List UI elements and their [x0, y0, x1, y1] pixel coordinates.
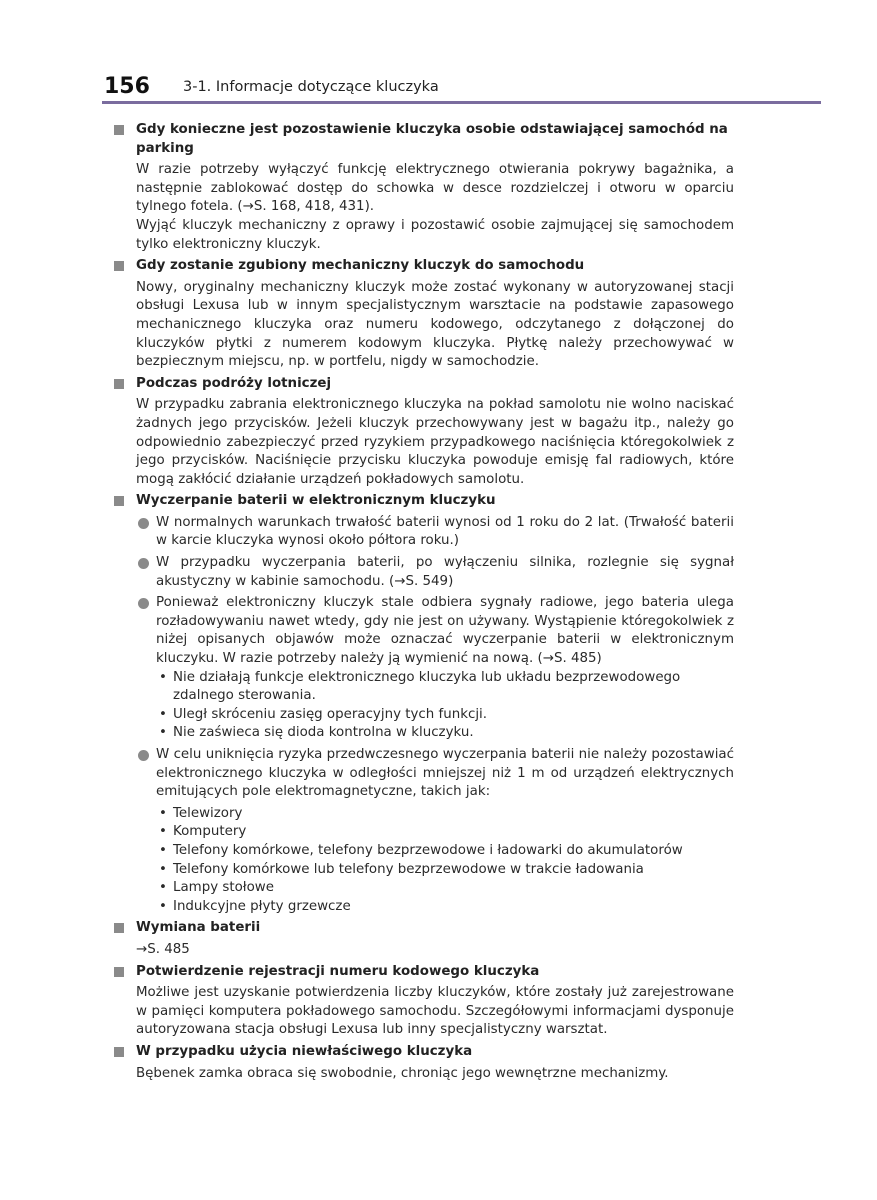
bullet-circle-icon: [138, 518, 149, 529]
paragraph: W razie potrzeby wyłączyć funkcję elektrycznego otwierania pokrywy bagażnika, a następnie zablokować dostęp do schowka w desce rozdzielczej i otworu w oparciu tylnego fotela. (→S. 168, 418, 431).: [136, 162, 734, 215]
bullet-item: W celu uniknięcia ryzyka przedwczesnego wyczerpania baterii nie należy pozostawiać elektronicznego kluczyka w odległości mniejszej niż 1 m od urządzeń elektrycznych emitujących pole elektromagnetyczne, takich jak:: [114, 746, 734, 802]
sub-bullet-dot-icon: •: [159, 805, 167, 821]
paragraph: Bębenek zamka obraca się swobodnie, chroniąc jego wewnętrzne mechanizmy.: [136, 1065, 669, 1081]
section-square-icon: [114, 379, 124, 389]
paragraph: W przypadku zabrania elektronicznego kluczyka na pokład samolotu nie wolno naciskać żadnych jego przycisków. Jeżeli kluczyk przechowywany jest w bagażu itp., należy go odpowiednio zabezpieczyć przed ryzykiem przypadkowego naciśnięcia któregokolwiek z jego przycisków. Naciśnięcie przycisku kluczyka powoduje emisję fal radiowych, które mogą zakłócić działanie urządzeń pokładowych samolotu.: [136, 397, 734, 487]
sub-bullet-dot-icon: •: [159, 861, 167, 877]
section-heading: Gdy zostanie zgubiony mechaniczny kluczyk do samochodu: [114, 257, 734, 276]
sub-bullet-item: • Nie zaświeca się dioda kontrolna w kluczyku.: [114, 724, 734, 743]
sub-bullet-dot-icon: •: [159, 842, 167, 858]
sub-bullet-dot-icon: •: [159, 824, 167, 840]
chapter-title: 3-1. Informacje dotyczące kluczyka: [183, 79, 439, 95]
section-heading: Wyczerpanie baterii w elektronicznym kluczyku: [114, 492, 734, 511]
section-heading: Potwierdzenie rejestracji numeru kodowego kluczyka: [114, 963, 734, 982]
page-reference: →S. 485: [136, 941, 190, 957]
section-square-icon: [114, 496, 124, 506]
sub-bullet-item: • Telewizory: [114, 805, 734, 824]
section-square-icon: [114, 923, 124, 933]
sub-bullet-dot-icon: •: [159, 725, 167, 741]
sub-bullet-item: • Telefony komórkowe lub telefony bezprzewodowe w trakcie ładowania: [114, 861, 734, 880]
bullet-circle-icon: [138, 750, 149, 761]
paragraph: Nowy, oryginalny mechaniczny kluczyk może zostać wykonany w autoryzowanej stacji obsługi Lexusa lub w innym specjalistycznym warsztacie na podstawie zapasowego mechanicznego kluczyka oraz numeru kodowego, odczytanego z dołączonej do kluczyków płytki z numerem kodowym kluczyka. Płytkę należy przechowywać w bezpiecznym miejscu, np. w portfelu, nigdy w samochodzie.: [136, 279, 734, 370]
sub-bullet-dot-icon: •: [159, 898, 167, 914]
sub-bullet-item: • Telefony komórkowe, telefony bezprzewodowe i ładowarki do akumulatorów: [114, 842, 734, 861]
sub-bullet-dot-icon: •: [159, 706, 167, 722]
section-heading: Gdy konieczne jest pozostawienie kluczyka osobie odstawiającej samochód na parking: [114, 121, 734, 158]
paragraph: Wyjąć kluczyk mechaniczny z oprawy i pozostawić osobie zajmującej się samochodem tylko elektroniczny kluczyk.: [136, 217, 734, 252]
section-heading: Wymiana baterii: [114, 919, 734, 938]
section-square-icon: [114, 1047, 124, 1057]
bullet-circle-icon: [138, 598, 149, 609]
paragraph: Możliwe jest uzyskanie potwierdzenia liczby kluczyków, które zostały już zarejestrowane w pamięci komputera pokładowego samochodu. Szczegółowymi informacjami dysponuje autoryzowana stacja obsługi Lexusa lub inny specjalistyczny warsztat.: [136, 985, 734, 1038]
sub-bullet-item: • Uległ skróceniu zasięg operacyjny tych funkcji.: [114, 706, 734, 725]
bullet-item: W przypadku wyczerpania baterii, po wyłączeniu silnika, rozlegnie się sygnał akustyczny w kabinie samochodu. (→S. 549): [114, 554, 734, 591]
page-header: [0, 0, 877, 110]
sub-bullet-dot-icon: •: [159, 880, 167, 896]
sub-bullet-item: • Indukcyjne płyty grzewcze: [114, 898, 734, 917]
header-rule: [102, 101, 821, 104]
sub-bullet-dot-icon: •: [159, 669, 167, 685]
section-heading: W przypadku użycia niewłaściwego kluczyka: [114, 1043, 734, 1062]
bullet-item: W normalnych warunkach trwałość baterii wynosi od 1 roku do 2 lat. (Trwałość baterii w karcie kluczyka wynosi około półtora roku.): [114, 514, 734, 551]
section-square-icon: [114, 261, 124, 271]
sub-bullet-item: • Lampy stołowe: [114, 879, 734, 898]
section-heading: Podczas podróży lotniczej: [114, 375, 734, 394]
page-content: [114, 121, 734, 1083]
bullet-item: Ponieważ elektroniczny kluczyk stale odbiera sygnały radiowe, jego bateria ulega rozładowywaniu nawet wtedy, gdy nie jest on używany. Wystąpienie któregokolwiek z niżej opisanych objawów może oznaczać wyczerpanie baterii w elektronicznym kluczyku. W razie potrzeby należy ją wymienić na nową. (→S. 485): [114, 594, 734, 668]
page-number: 156: [104, 74, 150, 99]
bullet-circle-icon: [138, 558, 149, 569]
section-square-icon: [114, 967, 124, 977]
section-square-icon: [114, 125, 124, 135]
sub-bullet-item: • Nie działają funkcje elektronicznego kluczyka lub układu bezprzewodowego zdalnego sterowania.: [159, 669, 681, 704]
sub-bullet-item: • Komputery: [114, 823, 734, 842]
